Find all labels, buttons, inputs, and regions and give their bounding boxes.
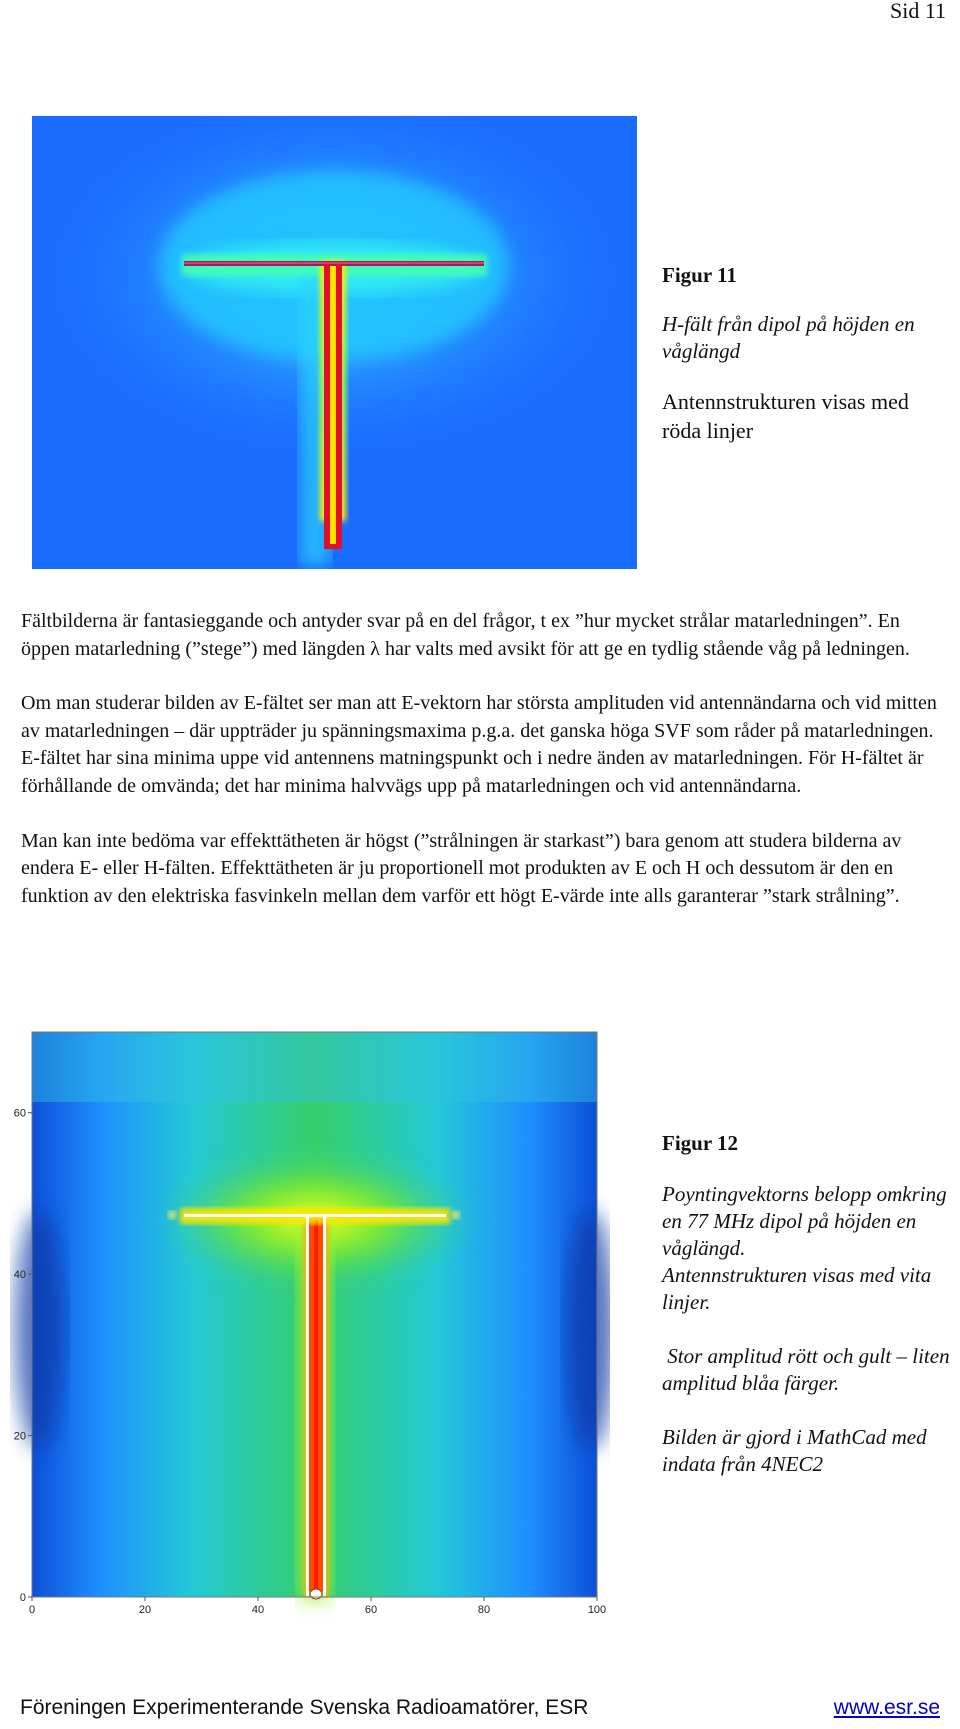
x-tick-label: 40 [251, 1604, 265, 1616]
footer-organization: Föreningen Experimenterande Svenska Radioamatörer, ESR [20, 1696, 589, 1719]
figure-11-image [32, 116, 637, 569]
figure-11-title: Figur 11 [662, 263, 737, 287]
figure-11-caption-text: H-fält från dipol på höjden en våglängd [662, 312, 915, 363]
figure-12-chart [0, 1020, 610, 1620]
x-tick-label: 60 [364, 1604, 378, 1616]
y-tick-label: 0 [19, 1592, 26, 1604]
y-tick-label: 20 [13, 1430, 26, 1443]
figure-12-title: Figur 12 [662, 1131, 739, 1155]
y-tick-label: 40 [13, 1269, 26, 1282]
x-tick-label: 20 [138, 1604, 152, 1616]
paragraph-3: Man kan inte bedöma var effekttätheten är högst (”strålningen är starkast”) bara genom att studera bilderna av endera E- eller H-fälten. Effekttätheten är ju proportionell mot produkten av E och H och dessutom är den en funktion av den elektriska fasvinkeln mellan dem varför ett högt E-värde inte alls garanterar ”stark strålning”. [21, 829, 902, 907]
footer-website-link[interactable]: www.esr.se [833, 1696, 940, 1719]
figure-12-caption-2: Antennstrukturen visas med vita linjer. [662, 1263, 932, 1314]
body-text [21, 608, 951, 910]
y-tick-label: 60 [13, 1107, 26, 1120]
figure-11-caption [662, 262, 952, 445]
page-number: Sid 11 [889, 0, 946, 23]
figure-12-caption [662, 1130, 954, 1478]
x-tick-label: 100 [587, 1604, 607, 1616]
x-tick-label: 0 [28, 1604, 36, 1616]
figure-12-caption-4: Bilden är gjord i MathCad med indata från 4NEC2 [662, 1425, 927, 1476]
paragraph-2: Om man studerar bilden av E-fältet ser man att E-vektorn har största amplituden vid antennändarna och vid mitten av matarledningen – där uppträder ju spänningsmaxima p.g.a. det ganska höga SVF som råder på matarledningen. E-fältet har sina minima uppe vid antennens matningspunkt och i nedre änden av matarledningen. För H-fältet är förhållande de omvända; det har minima halvvägs upp på matarledningen och vid antennändarna. [21, 692, 937, 797]
heatmap-area [15, 1032, 610, 1600]
figure-12-caption-1: Poyntingvektorns belopp omkring en 77 MHz dipol på höjden en våglängd. [662, 1182, 947, 1260]
figure-12-caption-3: Stor amplitud rött och gult – liten amplitud blåa färger. [662, 1344, 955, 1395]
paragraph-1: Fältbilderna är fantasieggande och antyder svar på en del frågor, t ex ”hur mycket strålar matarledningen”. En öppen matarledning (”stege”) med längden λ har valts med avsikt för att ge en tydlig stående våg på ledningen. [21, 610, 910, 660]
x-tick-label: 80 [477, 1604, 491, 1616]
figure-11-note: Antennstrukturen visas med röda linjer [662, 389, 909, 443]
